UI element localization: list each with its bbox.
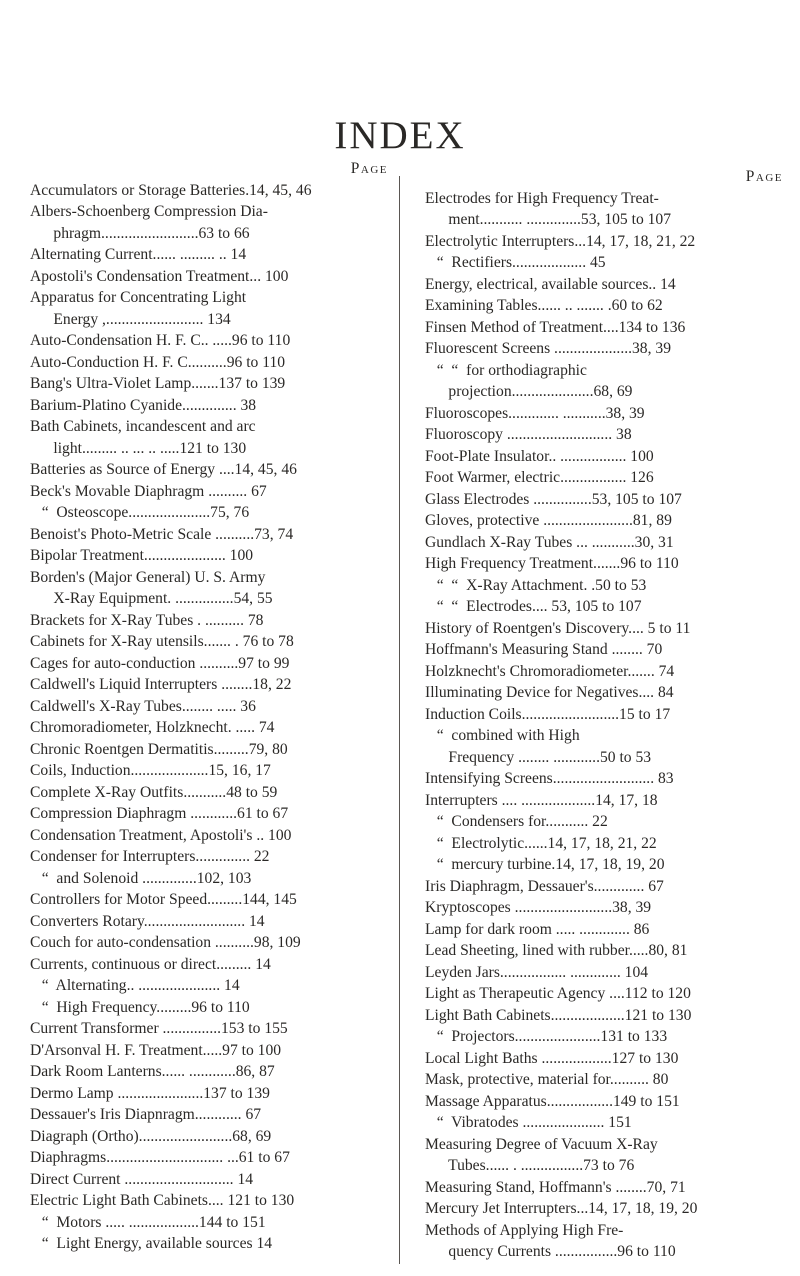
index-entry: Benoist's Photo-Metric Scale ..........73, 74 [30, 525, 294, 543]
index-entry: Iris Diaphragm, Dessauer's............. 67 [425, 877, 664, 895]
index-entry: ment........... ..............53, 105 to 107 [425, 211, 672, 228]
index-entry: Finsen Method of Treatment....134 to 136 [425, 318, 686, 336]
index-entry: Gloves, protective .......................81, 89 [425, 512, 672, 529]
index-entry: Measuring Stand, Hoffmann's ........70, 71 [425, 1178, 686, 1196]
index-entry: Local Light Baths ..................127 to 130 [425, 1049, 679, 1067]
page-title: INDEX [334, 114, 466, 157]
index-entry: Caldwell's X-Ray Tubes........ ..... 36 [30, 697, 256, 715]
index-entry: Holzknecht's Chromoradiometer....... 74 [425, 662, 675, 680]
index-entry: Hoffmann's Measuring Stand ........ 70 [425, 641, 663, 658]
index-entry: Batteries as Source of Energy ....14, 45, 46 [30, 461, 297, 478]
index-entry: Barium-Platino Cyanide.............. 38 [30, 396, 257, 414]
index-entry: Caldwell's Liquid Interrupters ........18, 22 [30, 676, 292, 693]
index-entry: Bipolar Treatment..................... 100 [30, 547, 254, 564]
index-entry: Massage Apparatus.................149 to 151 [425, 1092, 680, 1110]
index-entry: Direct Current ............................ 14 [30, 1170, 254, 1188]
index-entry: “ Vibratodes ..................... 151 [425, 1114, 632, 1131]
index-entry: Mercury Jet Interrupters...14, 17, 18, 19, 20 [425, 1200, 698, 1217]
index-entry: Tubes...... . ................73 to 76 [425, 1157, 635, 1174]
index-entry: Fluoroscopes............. ...........38, 39 [425, 404, 645, 422]
index-entry: “ Projectors......................131 to 133 [425, 1028, 668, 1045]
index-entry: Auto-Condensation H. F. C.. .....96 to 110 [30, 332, 291, 349]
index-entry: “ Osteoscope.....................75, 76 [30, 504, 250, 521]
index-entry: “ Motors ..... ..................144 to 151 [30, 1213, 266, 1231]
index-entry: Compression Diaphragm ............61 to 67 [30, 805, 289, 822]
index-entry: Examining Tables...... .. ....... .60 to 62 [425, 297, 663, 314]
right-entries [425, 188, 783, 1263]
index-entry: Induction Coils.........................15 to 17 [425, 705, 671, 723]
index-entry: Illuminating Device for Negatives.... 84 [425, 684, 674, 701]
index-entry: “ “ X-Ray Attachment. .50 to 53 [425, 576, 647, 594]
index-entry: Lead Sheeting, lined with rubber.....80, 81 [425, 942, 688, 959]
index-entry: Complete X-Ray Outfits...........48 to 59 [30, 783, 278, 801]
index-entry: “ “ for orthodiagraphic [425, 361, 587, 379]
index-entry: phragm.........................63 to 66 [30, 224, 250, 242]
index-entry: Dessauer's Iris Diapnragm............ 67 [30, 1106, 262, 1123]
index-entry: Electrolytic Interrupters...14, 17, 18, 21, 22 [425, 232, 696, 250]
index-entry: Current Transformer ...............153 to 155 [30, 1020, 288, 1037]
index-entry: X-Ray Equipment. ...............54, 55 [30, 590, 273, 607]
index-entry: Dermo Lamp ......................137 to 139 [30, 1084, 270, 1102]
index-entry: “ Electrolytic......14, 17, 18, 21, 22 [425, 834, 657, 852]
index-entry: Cabinets for X-Ray utensils....... . 76 to 78 [30, 633, 294, 650]
index-entry: “ Condensers for........... 22 [425, 813, 608, 830]
right-page-header: Page [745, 168, 783, 185]
index-entry: Condenser for Interrupters.............. 22 [30, 848, 270, 865]
index-entry: “ High Frequency.........96 to 110 [30, 998, 250, 1016]
index-entry: Coils, Induction....................15, 16, 17 [30, 762, 271, 779]
index-entry: Foot-Plate Insulator.. ................. 100 [425, 447, 654, 465]
right-column [425, 158, 783, 1263]
index-entry: Borden's (Major General) U. S. Army [30, 568, 266, 586]
index-entry: Lamp for dark room ..... ............. 86 [425, 920, 650, 938]
index-entry: Diagraph (Ortho)........................68, 69 [30, 1127, 272, 1145]
index-entry: “ Alternating.. ..................... 14 [30, 977, 240, 994]
index-entry: Converters Rotary.......................... 14 [30, 912, 265, 930]
left-entries [30, 180, 388, 1255]
index-entry: Cages for auto-conduction ..........97 to 99 [30, 654, 290, 672]
index-entry: Light as Therapeutic Agency ....112 to 120 [425, 985, 691, 1002]
index-entry: Albers-Schoenberg Compression Dia- [30, 203, 268, 220]
left-column [30, 158, 388, 1255]
index-entry: projection.....................68, 69 [425, 383, 633, 400]
index-entry: Electrodes for High Frequency Treat- [425, 189, 659, 207]
column-divider [399, 176, 400, 1264]
index-entry: “ “ Electrodes.... 53, 105 to 107 [425, 598, 642, 615]
index-entry: Measuring Degree of Vacuum X-Ray [425, 1135, 658, 1153]
index-entry: Beck's Movable Diaphragm .......... 67 [30, 482, 267, 500]
index-entry: Dark Room Lanterns...... ............86, 87 [30, 1063, 275, 1080]
index-entry: Mask, protective, material for.......... 80 [425, 1071, 669, 1088]
index-entry: High Frequency Treatment.......96 to 110 [425, 555, 679, 572]
index-entry: Frequency ........ ............50 to 53 [425, 748, 652, 766]
index-entry: Kryptoscopes .........................38, 39 [425, 899, 652, 916]
index-entry: Accumulators or Storage Batteries.14, 45, 46 [30, 181, 312, 199]
index-entry: Couch for auto-condensation ..........98, 109 [30, 934, 301, 951]
left-page-header: Page [350, 160, 388, 177]
index-entry: Bath Cabinets, incandescent and arc [30, 418, 256, 435]
index-entry: Gundlach X-Ray Tubes ... ...........30, 31 [425, 533, 674, 551]
index-entry: “ Light Energy, available sources 14 [30, 1235, 273, 1252]
index-entry: Methods of Applying High Fre- [425, 1221, 624, 1239]
index-entry: light......... .. ... .. .....121 to 130 [30, 439, 247, 457]
index-entry: Brackets for X-Ray Tubes . .......... 78 [30, 611, 264, 629]
index-entry: Fluorescent Screens ....................38, 39 [425, 340, 671, 357]
index-entry: Diaphragms.............................. ...61 to 67 [30, 1149, 290, 1166]
index-entry: D'Arsonval H. F. Treatment.....97 to 100 [30, 1041, 282, 1059]
index-entry: Intensifying Screens.......................... 83 [425, 770, 674, 787]
index-entry: Leyden Jars................. ............. 104 [425, 963, 649, 981]
index-entry: “ and Solenoid ..............102, 103 [30, 869, 252, 887]
index-entry: Apparatus for Concentrating Light [30, 289, 247, 306]
index-entry: Energy ,......................... 134 [30, 310, 231, 328]
index-entry: “ combined with High [425, 727, 580, 744]
index-entry: Currents, continuous or direct......... 14 [30, 955, 271, 973]
index-entry: Auto-Conduction H. F. C..........96 to 110 [30, 353, 286, 371]
index-entry: Light Bath Cabinets...................121 to 130 [425, 1006, 692, 1024]
index-entry: Glass Electrodes ...............53, 105 to 107 [425, 490, 682, 508]
index-entry: Interrupters .... ...................14, 17, 18 [425, 791, 658, 809]
index-entry: Bang's Ultra-Violet Lamp.......137 to 139 [30, 375, 286, 392]
index-entry: Condensation Treatment, Apostoli's .. 100 [30, 826, 292, 844]
index-entry: Electric Light Bath Cabinets.... 121 to 130 [30, 1192, 295, 1209]
index-entry: Apostoli's Condensation Treatment... 100 [30, 267, 289, 285]
index-entry: quency Currents ................96 to 110 [425, 1243, 676, 1260]
index-entry: Chromoradiometer, Holzknecht. ..... 74 [30, 719, 275, 736]
index-entry: Chronic Roentgen Dermatitis.........79, 80 [30, 740, 288, 758]
index-entry: Fluoroscopy ........................... 38 [425, 426, 632, 443]
index-entry: “ Rectifiers................... 45 [425, 254, 606, 271]
index-entry: Alternating Current...... ......... .. 14 [30, 246, 247, 263]
index-entry: Foot Warmer, electric................. 126 [425, 469, 654, 486]
index-entry: “ mercury turbine.14, 17, 18, 19, 20 [425, 856, 665, 873]
index-entry: Controllers for Motor Speed.........144, 145 [30, 891, 297, 908]
index-entry: History of Roentgen's Discovery.... 5 to 11 [425, 619, 691, 637]
index-entry: Energy, electrical, available sources.. 14 [425, 275, 676, 293]
